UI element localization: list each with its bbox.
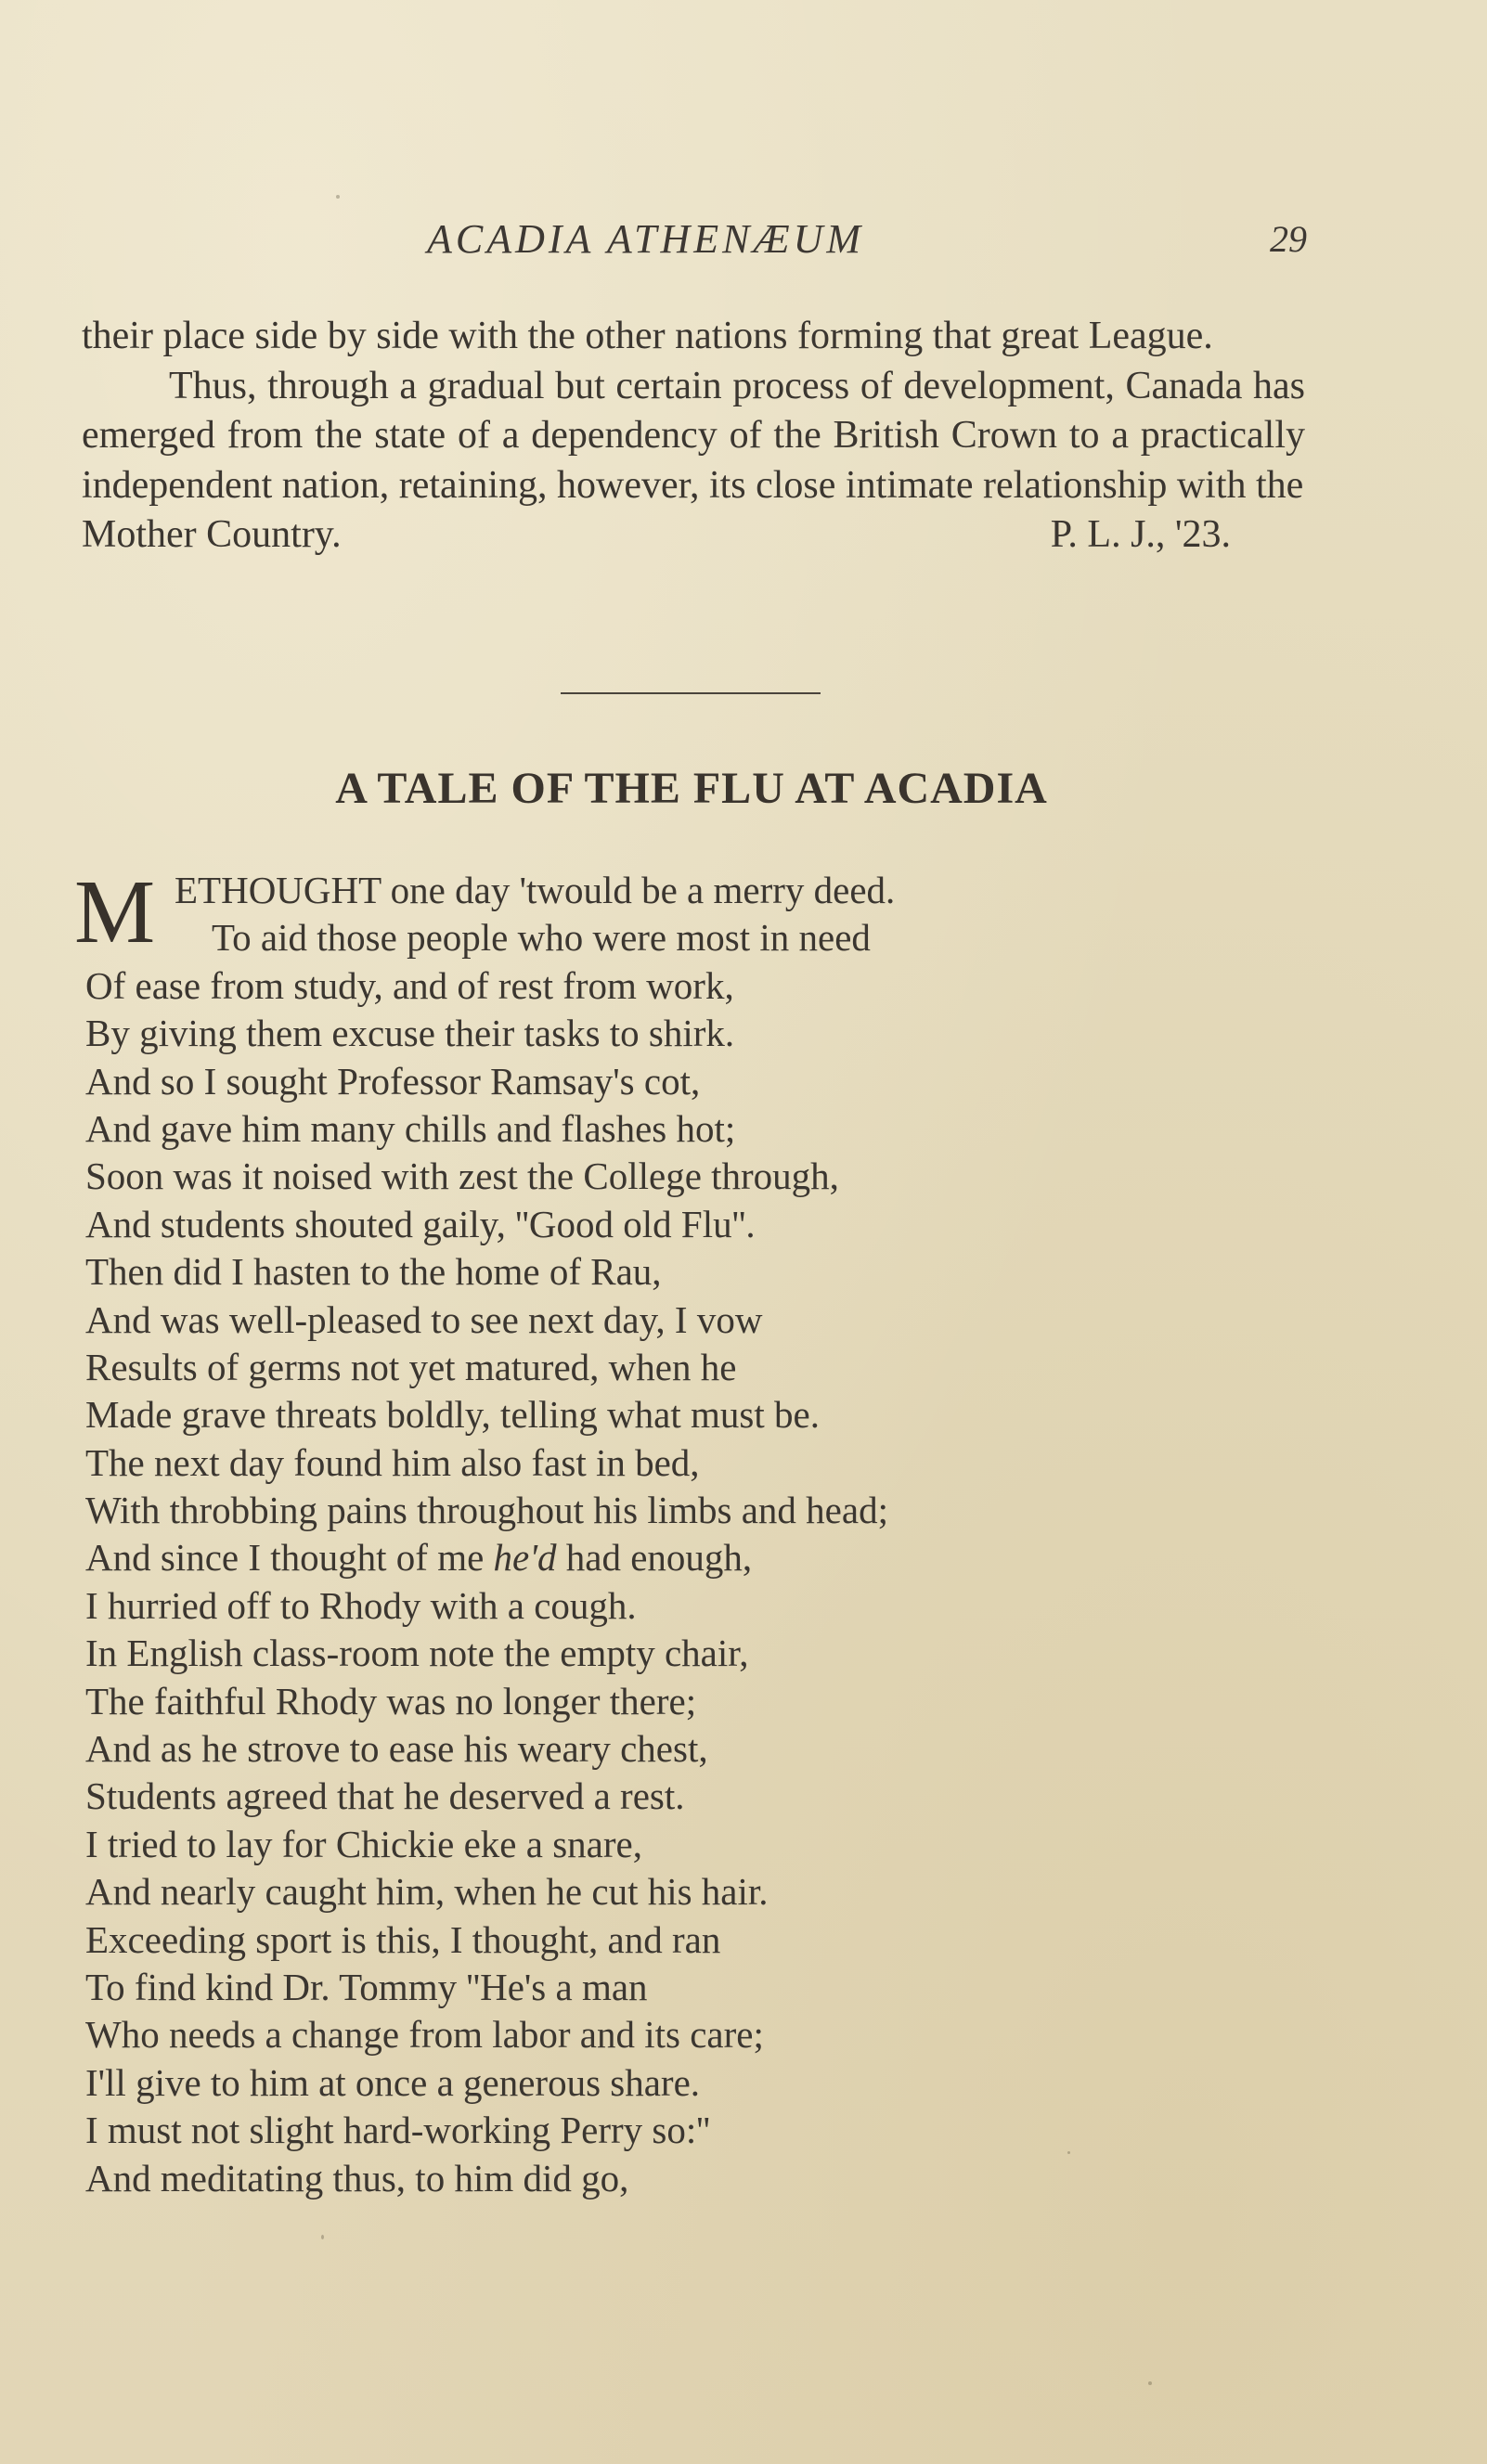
poem-line: Exceeding sport is this, I thought, and ran bbox=[85, 1917, 721, 1961]
section-divider bbox=[561, 692, 821, 694]
poem-line: Made grave threats boldly, telling what must be. bbox=[85, 1393, 820, 1437]
page-number: 29 bbox=[1270, 218, 1307, 260]
paper-speck bbox=[1067, 2151, 1070, 2154]
poem-line: I tried to lay for Chickie eke a snare, bbox=[85, 1822, 642, 1865]
poem bbox=[74, 862, 1292, 2202]
page-header bbox=[82, 215, 1307, 271]
paper-speck bbox=[1148, 2381, 1152, 2385]
poem-line: And gave him many chills and flashes hot; bbox=[85, 1106, 736, 1150]
paper-speck bbox=[321, 2235, 324, 2239]
poem-line: To aid those people who were most in need bbox=[212, 916, 871, 960]
poem-line: And was well-pleased to see next day, I vow bbox=[85, 1297, 763, 1341]
poem-line: I hurried off to Rhody with a cough. bbox=[85, 1583, 637, 1627]
poem-lines bbox=[85, 914, 1292, 2202]
poem-line: By giving them excuse their tasks to shirk. bbox=[85, 1012, 735, 1055]
author-signature: P. L. J., '23. bbox=[1050, 513, 1231, 556]
poem-line-first: ETHOUGHT one day 'twould be a merry deed. bbox=[175, 869, 896, 911]
poem-line: And meditating thus, to him did go, bbox=[85, 2156, 629, 2200]
drop-cap: M bbox=[74, 862, 156, 962]
poem-line: Students agreed that he deserved a rest. bbox=[85, 1774, 685, 1818]
poem-line: I must not slight hard-working Perry so:'' bbox=[85, 2109, 710, 2152]
poem-line: To find kind Dr. Tommy ''He's a man bbox=[85, 1965, 648, 2008]
poem-line: With throbbing pains throughout his limbs and head; bbox=[85, 1489, 888, 1532]
poem-line: I'll give to him at once a generous share. bbox=[85, 2060, 701, 2104]
poem-line: In English class-room note the empty chair, bbox=[85, 1632, 749, 1675]
poem-line: The next day found him also fast in bed, bbox=[85, 1440, 700, 1484]
poem-line: And so I sought Professor Ramsay's cot, bbox=[85, 1059, 701, 1103]
poem-line: Of ease from study, and of rest from work, bbox=[85, 963, 734, 1007]
poem-line: Results of germs not yet matured, when he bbox=[85, 1345, 737, 1388]
paper-speck bbox=[336, 195, 340, 199]
poem-line: Who needs a change from labor and its care; bbox=[85, 2013, 764, 2057]
poem-line: Soon was it noised with zest the College through, bbox=[85, 1155, 839, 1198]
poem-line: And nearly caught him, when he cut his hair. bbox=[85, 1870, 769, 1914]
running-title: ACADIA ATHENÆUM bbox=[427, 216, 865, 262]
prose-section bbox=[82, 312, 1305, 561]
poem-line: And as he strove to ease his weary chest, bbox=[85, 1727, 708, 1771]
paragraph-closing-line bbox=[82, 510, 1305, 561]
poem-line: And students shouted gaily, ''Good old Flu''. bbox=[85, 1202, 756, 1245]
poem-line: Then did I hasten to the home of Rau, bbox=[85, 1250, 662, 1294]
poem-line: The faithful Rhody was no longer there; bbox=[85, 1679, 697, 1722]
paragraph-closing-text: Mother Country. bbox=[82, 513, 342, 556]
poem-line: And since I thought of me he'd had enough, bbox=[85, 1536, 753, 1580]
paragraph-canada: Thus, through a gradual but certain process of development, Canada has emerged from the state of a dependency of the British Crown to a practically independent nation, retaining, however, its close intimate relationship with the bbox=[82, 364, 1305, 507]
paragraph-continuation: their place side by side with the other nations forming that great League. bbox=[82, 315, 1213, 357]
article-title: A TALE OF THE FLU AT ACADIA bbox=[335, 764, 1048, 813]
